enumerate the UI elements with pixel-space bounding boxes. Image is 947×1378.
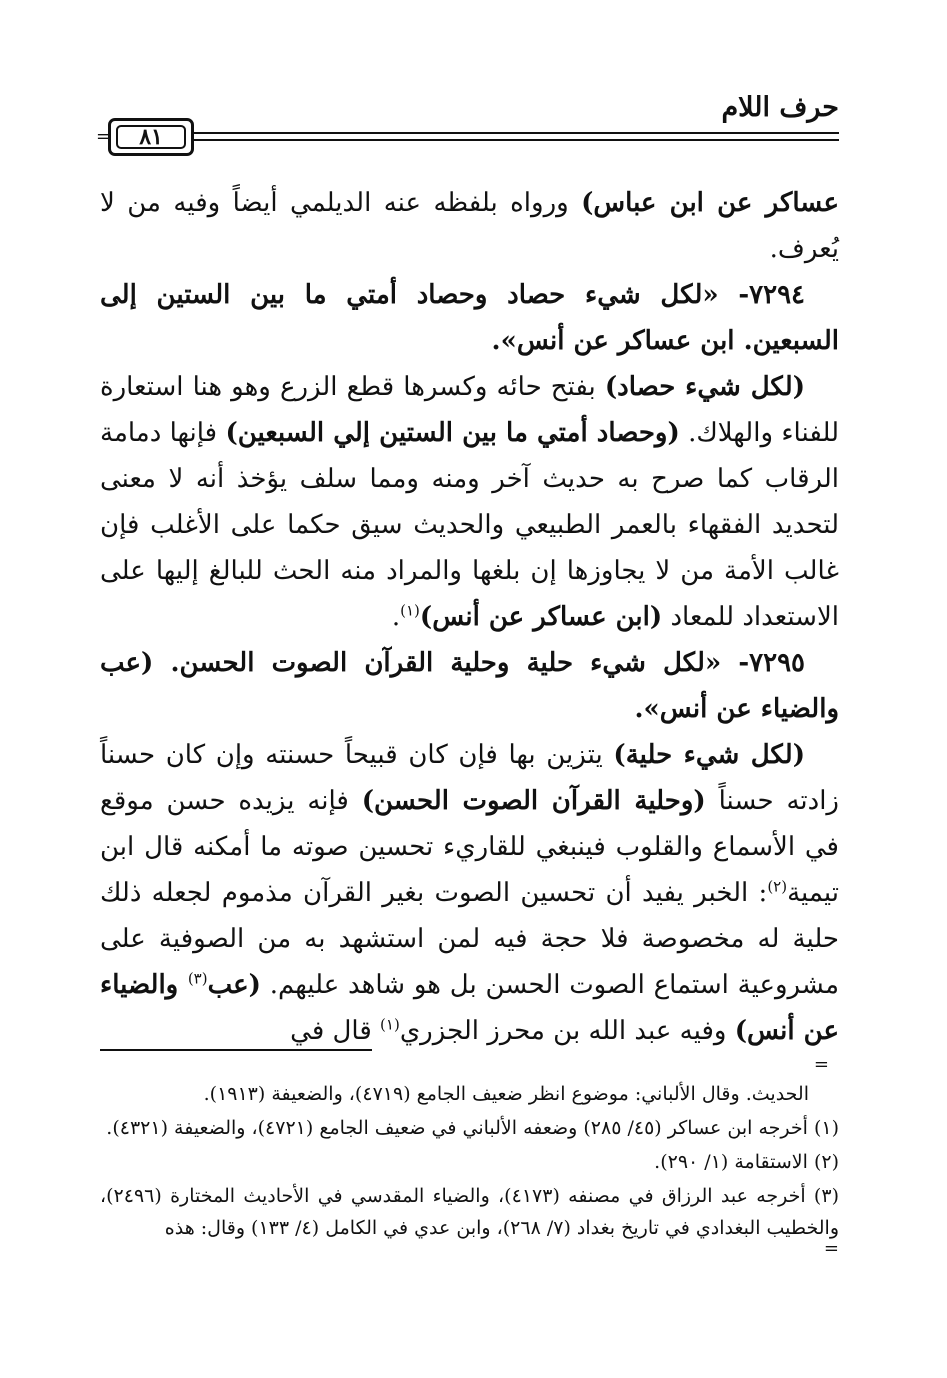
- commentary-7295: [100, 732, 839, 1054]
- page-number: ٨١: [116, 125, 186, 149]
- footnote-ref-3: (٣): [187, 969, 208, 988]
- paragraph-text: ورواه بلفظه عنه الديلمي أيضاً وفيه من لا يُعرف.: [100, 188, 839, 264]
- footnote-separator: [100, 1049, 372, 1051]
- source-citation: (عب: [207, 970, 261, 1000]
- page-number-frame: [108, 118, 194, 156]
- paragraph-continuation: [100, 180, 839, 272]
- header-rule: [192, 132, 839, 141]
- paragraph-text: وفيه عبد الله بن محرز الجزري: [399, 1016, 735, 1046]
- footnote-continuation-mark: =: [813, 1054, 829, 1075]
- paragraph-text: بفتح حائه وكسرها قطع الزرع وهو هنا استعارة للفناء والهلاك.: [100, 372, 839, 448]
- footnote-continued: الحديث. وقال الألباني: موضوع انظر ضعيف الجامع (٤٧١٩)، والضعيفة (١٩١٣).: [203, 1083, 809, 1105]
- footnotes: [100, 1078, 839, 1258]
- paragraph-text: .: [391, 602, 401, 632]
- paragraph-text: فإنه يزيده حسن موقع في الأسماع والقلوب فينبغي للقاريء تحسين صوته ما أمكنه قال ابن تيمية: [100, 786, 839, 908]
- commentary-7294: [100, 364, 839, 640]
- paragraph-text: : الخبر يفيد أن تحسين الصوت بغير القرآن مذموم لجعله ذلك حلية له مخصوصة فلا حجة فيه لمن استشهد به من الصوفية على مشروعية استماع الصوت الحسن بل هو شاهد عليهم.: [100, 878, 839, 1000]
- footnote-ref-4: (١): [380, 1015, 400, 1034]
- hadith-quote: (لكل شيء حلية): [613, 740, 806, 770]
- paragraph-text: فإنها دمامة الرقاب كما صرح به حديث آخر ومنه ومما سلف يؤخذ أنه لا معنى لتحديد الفقهاء بالعمر الطبيعي والحديث سيق حكما على الأغلب فإن غالب الأمة من لا يجاوزها إن بلغها والمراد منه الحث للبالغ إليها على الاستعداد للمعاد: [100, 418, 839, 632]
- hadith-quote: (وحصاد أمتي ما بين الستين إلي السبعين): [225, 418, 680, 448]
- footnote-2: (٢) الاستقامة (١/ ٢٩٠).: [654, 1151, 839, 1173]
- hadith-7295: ٧٢٩٥- «لكل شيء حلية وحلية القرآن الصوت الحسن. (عب والضياء عن أنس».: [100, 648, 839, 724]
- hadith-quote: (وحلية القرآن الصوت الحسن): [361, 786, 706, 816]
- footnote-1: (١) أخرجه ابن عساكر (٤٥/ ٢٨٥) وضعفه الألباني في ضعيف الجامع (٤٧٢١)، والضعيفة (٤٣٢١).: [106, 1117, 839, 1139]
- header-continuation-mark: =: [96, 126, 112, 147]
- main-text: [100, 180, 839, 1054]
- source-citation: والضياء عن أنس): [100, 970, 839, 1046]
- paragraph-text: قال في: [290, 1016, 381, 1046]
- hadith-7294: ٧٢٩٤- «لكل شيء حصاد وحصاد أمتي ما بين الستين إلى السبعين. ابن عساكر عن أنس».: [100, 280, 839, 356]
- footnote-3: (٣) أخرجه عبد الرزاق في مصنفه (٤١٧٣)، والضياء المقدسي في الأحاديث المختارة (٢٤٩٦)، والخطيب البغدادي في تاريخ بغداد (٧/ ٢٦٨)، وابن عدي في الكامل (٤/ ١٣٣) وقال: هذه: [100, 1185, 839, 1239]
- running-title: حرف اللام: [721, 92, 839, 123]
- source-citation: عساكر عن ابن عباس): [581, 188, 839, 218]
- hadith-quote: (لكل شيء حصاد): [604, 372, 805, 402]
- paragraph-text: يتزين بها فإن كان قبيحاً حسنته وإن كان حسناً زادته حسناً: [100, 740, 839, 816]
- footnote-ref-2: (٢): [767, 877, 788, 896]
- footnote-ref-1: (١): [400, 601, 420, 620]
- source-citation: (ابن عساكر عن أنس): [419, 602, 663, 632]
- footnote-end-mark: =: [823, 1238, 839, 1259]
